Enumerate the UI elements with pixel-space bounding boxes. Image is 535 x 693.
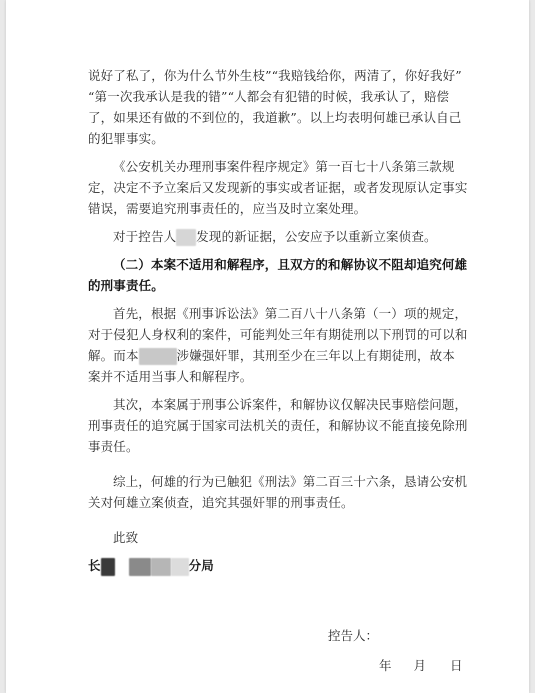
- text-line: 案并不适用当事人和解程序。: [88, 369, 253, 384]
- text-line: 说好了私了，你为什么节外生枝”“我赔钱给你，两清了，你好我好”: [88, 68, 462, 83]
- document-body: [88, 65, 468, 576]
- redacted-block: [151, 558, 171, 576]
- text-fragment: 发现的新证据，公安应予以重新立案侦查。: [196, 229, 437, 244]
- text-line: 刑事责任的追究属于国家司法机关的责任，和解协议不能直接免除刑: [88, 418, 468, 433]
- date-line: [379, 656, 463, 674]
- text-line: 对于侵犯人身权利的案件，可能判处三年有期徒刑以下刑罚的可以和: [88, 327, 468, 342]
- text-line: 首先，根据《刑事诉讼法》第二百八十八条第（一）项的规定，: [113, 306, 468, 321]
- text-line: 关对何雄立案侦查，追究其强奸罪的刑事责任。: [88, 495, 354, 510]
- text-line: [88, 345, 468, 366]
- redacted-block: [101, 558, 115, 576]
- section-heading-2: [88, 254, 468, 296]
- text-line: 定，决定不予立案后又发现新的事实或者证据，或者发现原认定事实: [88, 180, 468, 195]
- paragraph-conclusion: [88, 471, 468, 513]
- heading-line: （二）本案不适用和解程序，且双方的和解协议不阻却追究何雄: [113, 257, 468, 272]
- addressee: [88, 555, 468, 576]
- text-fragment: 对于控告人: [113, 229, 177, 244]
- paragraph-new-evidence: [88, 226, 468, 247]
- text-fragment: 解。而本: [88, 348, 139, 363]
- closing-salutation: 此致: [113, 530, 139, 545]
- text-line: 的犯罪事实。: [88, 131, 164, 146]
- text-line: 《公安机关办理刑事案件程序规定》第一百七十八条第三款规: [113, 159, 455, 174]
- text-line: 综上，何雄的行为已触犯《刑法》第二百三十六条，恳请公安机: [113, 474, 468, 489]
- date-day: 日: [450, 658, 463, 673]
- text-fragment: 涉嫌强奸罪，其刑至少在三年以上有期徒刑，故本: [176, 348, 455, 363]
- complainant-label: 控告人：: [328, 628, 379, 643]
- document-page: [6, 0, 529, 693]
- addressee-suffix: 分局: [188, 558, 214, 573]
- paragraph-first-reason: [88, 303, 468, 387]
- paragraph-second-reason: [88, 394, 468, 457]
- date-month: 月: [413, 658, 427, 673]
- redacted-name: [176, 229, 196, 246]
- date-year: 年: [379, 658, 392, 673]
- redacted-name: [139, 348, 177, 365]
- text-line: “第一次我承认是我的错”“人都会有犯错的时候，我承认了，赔偿: [88, 89, 450, 104]
- addressee-prefix: 长: [88, 558, 101, 573]
- heading-line: 的刑事责任。: [88, 278, 164, 293]
- text-line: 事责任。: [88, 439, 139, 454]
- text-line: 其次，本案属于刑事公诉案件，和解协议仅解决民事赔偿问题，: [113, 397, 468, 412]
- redacted-block: [171, 558, 189, 576]
- paragraph-confession-quotes: [88, 65, 468, 149]
- text-line: 错误，需要追究刑事责任的，应当及时立案处理。: [88, 201, 367, 216]
- paragraph-procedure-rule: [88, 156, 468, 219]
- text-line: 了，如果还有做的不到位的，我道歉”。以上均表明何雄已承认自己: [88, 110, 462, 125]
- redacted-block: [129, 558, 151, 576]
